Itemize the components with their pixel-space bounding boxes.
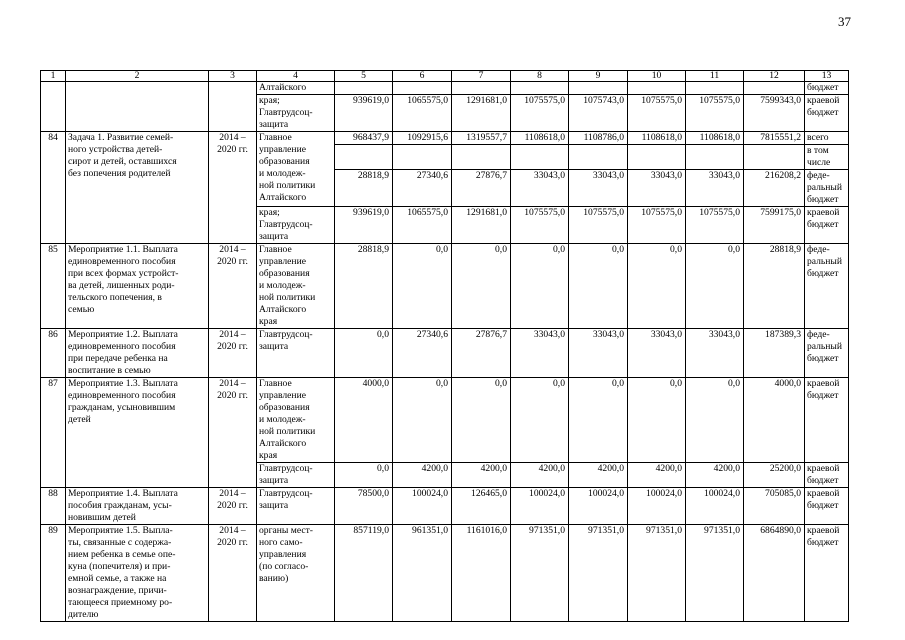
amount-cell-86-col8: 33043,0 (511, 329, 569, 378)
amount-cell-87-1-col5: 4000,0 (335, 378, 393, 463)
cell-period: 2014 – 2020 гг. (209, 329, 257, 378)
column-header-5: 5 (335, 71, 393, 82)
page-number: 37 (838, 14, 851, 29)
amount-cell-84-2-col9 (569, 145, 628, 170)
amount-cell-87-1-col12: 4000,0 (744, 378, 805, 463)
cell-executor: Главное управление образования и молодеж- ной политики Алтайского края (257, 378, 335, 463)
amount-cell-89-col7: 1161016,0 (452, 525, 511, 622)
amount-cell-84-2-col11 (686, 145, 744, 170)
amount-cell-84-4-col12: 7599175,0 (744, 207, 805, 244)
cell-budget-source: феде- ральный бюджет (805, 329, 849, 378)
amount-cell-85-col8: 0,0 (511, 244, 569, 329)
amount-cell-84-1-col11: 1108618,0 (686, 132, 744, 145)
cell-period: 2014 – 2020 гг. (209, 244, 257, 329)
amount-cell-89-col6: 961351,0 (393, 525, 452, 622)
cell-budget-source: феде- ральный бюджет (805, 244, 849, 329)
cell-budget-source: краевой бюджет (805, 525, 849, 622)
cell-number: 87 (41, 378, 66, 488)
amount-cell-85-col9: 0,0 (569, 244, 628, 329)
amount-cell-88-col12: 705085,0 (744, 488, 805, 525)
column-header-7: 7 (452, 71, 511, 82)
amount-cell-87-1-col6: 0,0 (393, 378, 452, 463)
amount-cell-cont-1-col8 (511, 82, 569, 95)
amount-cell-85-col5: 28818,9 (335, 244, 393, 329)
amount-cell-88-col6: 100024,0 (393, 488, 452, 525)
column-header-9: 9 (569, 71, 628, 82)
cell-executor-part: Главное управление образования и молодеж- ной политики Алтайского (257, 132, 335, 207)
amount-cell-84-2-col8 (511, 145, 569, 170)
amount-cell-cont-2-col8: 1075575,0 (511, 95, 569, 132)
amount-cell-89-col11: 971351,0 (686, 525, 744, 622)
amount-cell-cont-2-col11: 1075575,0 (686, 95, 744, 132)
amount-cell-cont-2-col6: 1065575,0 (393, 95, 452, 132)
cell-budget-source: краевой бюджет (805, 95, 849, 132)
amount-cell-84-2-col7 (452, 145, 511, 170)
amount-cell-86-col10: 33043,0 (628, 329, 686, 378)
cell-task-name: Мероприятие 1.3. Выплата единовременного пособия гражданам, усыновившим детей (66, 378, 209, 488)
column-header-1: 1 (41, 71, 66, 82)
cell-executor: Главтрудсоц- защита (257, 329, 335, 378)
cell-number: 89 (41, 525, 66, 622)
cell-budget-source: краевой бюджет (805, 463, 849, 488)
amount-cell-85-col10: 0,0 (628, 244, 686, 329)
table-row-85 (41, 244, 849, 329)
cell-executor: Главное управление образования и молодеж- ной политики Алтайского края (257, 244, 335, 329)
column-header-6: 6 (393, 71, 452, 82)
amount-cell-cont-1-col10 (628, 82, 686, 95)
amount-cell-88-col8: 100024,0 (511, 488, 569, 525)
amount-cell-84-2-col12 (744, 145, 805, 170)
amount-cell-88-col11: 100024,0 (686, 488, 744, 525)
amount-cell-cont-1-col9 (569, 82, 628, 95)
amount-cell-cont-1-col12 (744, 82, 805, 95)
table-row-89 (41, 525, 849, 622)
amount-cell-88-col9: 100024,0 (569, 488, 628, 525)
amount-cell-87-2-col10: 4200,0 (628, 463, 686, 488)
amount-cell-cont-2-col7: 1291681,0 (452, 95, 511, 132)
cell-period: 2014 – 2020 гг. (209, 525, 257, 622)
column-header-3: 3 (209, 71, 257, 82)
cell-period: 2014 – 2020 гг. (209, 132, 257, 244)
column-header-10: 10 (628, 71, 686, 82)
amount-cell-89-col5: 857119,0 (335, 525, 393, 622)
amount-cell-84-4-col7: 1291681,0 (452, 207, 511, 244)
amount-cell-cont-2-col10: 1075575,0 (628, 95, 686, 132)
amount-cell-84-4-col5: 939619,0 (335, 207, 393, 244)
cell-period (209, 82, 257, 132)
cell-executor-part: края; Главтрудсоц- защита (257, 207, 335, 244)
amount-cell-84-3-col9: 33043,0 (569, 170, 628, 207)
cell-executor-part: Алтайского (257, 82, 335, 95)
amount-cell-87-2-col6: 4200,0 (393, 463, 452, 488)
amount-cell-88-col10: 100024,0 (628, 488, 686, 525)
amount-cell-84-3-col10: 33043,0 (628, 170, 686, 207)
amount-cell-89-col12: 6864890,0 (744, 525, 805, 622)
amount-cell-84-4-col10: 1075575,0 (628, 207, 686, 244)
amount-cell-88-col5: 78500,0 (335, 488, 393, 525)
amount-cell-cont-2-col9: 1075743,0 (569, 95, 628, 132)
cell-number: 84 (41, 132, 66, 244)
column-header-12: 12 (744, 71, 805, 82)
amount-cell-84-1-col10: 1108618,0 (628, 132, 686, 145)
amount-cell-84-4-col8: 1075575,0 (511, 207, 569, 244)
amount-cell-cont-1-col5 (335, 82, 393, 95)
cell-task-name (66, 82, 209, 132)
column-header-2: 2 (66, 71, 209, 82)
amount-cell-cont-2-col5: 939619,0 (335, 95, 393, 132)
amount-cell-86-col6: 27340,6 (393, 329, 452, 378)
cell-number: 86 (41, 329, 66, 378)
cell-executor: Главтрудсоц- защита (257, 488, 335, 525)
amount-cell-89-col10: 971351,0 (628, 525, 686, 622)
amount-cell-84-3-col7: 27876,7 (452, 170, 511, 207)
amount-cell-87-2-col5: 0,0 (335, 463, 393, 488)
amount-cell-87-2-col11: 4200,0 (686, 463, 744, 488)
amount-cell-87-1-col8: 0,0 (511, 378, 569, 463)
cell-number: 85 (41, 244, 66, 329)
cell-number (41, 82, 66, 132)
cell-task-name: Задача 1. Развитие семей- ного устройства детей- сирот и детей, оставшихся без попечения родителей (66, 132, 209, 244)
amount-cell-84-3-col12: 216208,2 (744, 170, 805, 207)
amount-cell-87-2-col12: 25200,0 (744, 463, 805, 488)
amount-cell-cont-1-col6 (393, 82, 452, 95)
header-row (41, 71, 849, 82)
amount-cell-86-col12: 187389,3 (744, 329, 805, 378)
cell-executor: Главтрудсоц- защита (257, 463, 335, 488)
column-header-11: 11 (686, 71, 744, 82)
cell-budget-source: феде- ральный бюджет (805, 170, 849, 207)
amount-cell-87-1-col10: 0,0 (628, 378, 686, 463)
amount-cell-cont-2-col12: 7599343,0 (744, 95, 805, 132)
amount-cell-87-1-col11: 0,0 (686, 378, 744, 463)
amount-cell-86-col11: 33043,0 (686, 329, 744, 378)
cell-period: 2014 – 2020 гг. (209, 378, 257, 488)
cell-executor: органы мест- ного само- управления (по согласо- ванию) (257, 525, 335, 622)
amount-cell-85-col7: 0,0 (452, 244, 511, 329)
cell-task-name: Мероприятие 1.5. Выпла- ты, связанные с содержа- нием ребенка в семье опе- куна (попечителя) и при- емной семье, а также на вознаграждение, причи- тающееся приемному ро- дителю (66, 525, 209, 622)
cell-task-name: Мероприятие 1.1. Выплата единовременного пособия при всех формах устройст- ва детей, лишенных роди- тельского попечения, в семью (66, 244, 209, 329)
amount-cell-84-3-col6: 27340,6 (393, 170, 452, 207)
amount-cell-87-2-col9: 4200,0 (569, 463, 628, 488)
amount-cell-84-1-col9: 1108786,0 (569, 132, 628, 145)
amount-cell-89-col9: 971351,0 (569, 525, 628, 622)
table-row-continued (41, 82, 849, 95)
column-header-13: 13 (805, 71, 849, 82)
column-header-8: 8 (511, 71, 569, 82)
table-row-88 (41, 488, 849, 525)
table-row-86 (41, 329, 849, 378)
amount-cell-84-1-col5: 968437,9 (335, 132, 393, 145)
amount-cell-84-3-col5: 28818,9 (335, 170, 393, 207)
amount-cell-89-col8: 971351,0 (511, 525, 569, 622)
amount-cell-84-4-col6: 1065575,0 (393, 207, 452, 244)
amount-cell-87-2-col8: 4200,0 (511, 463, 569, 488)
amount-cell-84-1-col7: 1319557,7 (452, 132, 511, 145)
amount-cell-88-col7: 126465,0 (452, 488, 511, 525)
amount-cell-86-col5: 0,0 (335, 329, 393, 378)
amount-cell-86-col9: 33043,0 (569, 329, 628, 378)
cell-task-name: Мероприятие 1.2. Выплата единовременного пособия при передаче ребенка на воспитание в семью (66, 329, 209, 378)
amount-cell-84-4-col9: 1075575,0 (569, 207, 628, 244)
cell-executor-part: края; Главтрудсоц- защита (257, 95, 335, 132)
amount-cell-87-1-col9: 0,0 (569, 378, 628, 463)
cell-budget-source: краевой бюджет (805, 488, 849, 525)
cell-budget-source: в том числе (805, 145, 849, 170)
amount-cell-cont-1-col7 (452, 82, 511, 95)
amount-cell-84-4-col11: 1075575,0 (686, 207, 744, 244)
cell-budget-source: всего (805, 132, 849, 145)
cell-task-name: Мероприятие 1.4. Выплата пособия гражданам, усы- новившим детей (66, 488, 209, 525)
cell-budget-source: краевой бюджет (805, 207, 849, 244)
column-header-4: 4 (257, 71, 335, 82)
amount-cell-85-col12: 28818,9 (744, 244, 805, 329)
cell-budget-source: бюджет (805, 82, 849, 95)
cell-number: 88 (41, 488, 66, 525)
amount-cell-84-3-col11: 33043,0 (686, 170, 744, 207)
amount-cell-87-2-col7: 4200,0 (452, 463, 511, 488)
cell-period: 2014 – 2020 гг. (209, 488, 257, 525)
table-row-84-line-1 (41, 132, 849, 145)
amount-cell-84-3-col8: 33043,0 (511, 170, 569, 207)
amount-cell-cont-1-col11 (686, 82, 744, 95)
amount-cell-86-col7: 27876,7 (452, 329, 511, 378)
amount-cell-84-2-col10 (628, 145, 686, 170)
table-row-87-sub-1 (41, 378, 849, 463)
amount-cell-85-col11: 0,0 (686, 244, 744, 329)
amount-cell-87-1-col7: 0,0 (452, 378, 511, 463)
amount-cell-84-2-col5 (335, 145, 393, 170)
program-table (40, 70, 849, 622)
amount-cell-84-1-col6: 1092915,6 (393, 132, 452, 145)
cell-budget-source: краевой бюджет (805, 378, 849, 463)
amount-cell-84-1-col12: 7815551,2 (744, 132, 805, 145)
amount-cell-85-col6: 0,0 (393, 244, 452, 329)
amount-cell-84-2-col6 (393, 145, 452, 170)
amount-cell-84-1-col8: 1108618,0 (511, 132, 569, 145)
